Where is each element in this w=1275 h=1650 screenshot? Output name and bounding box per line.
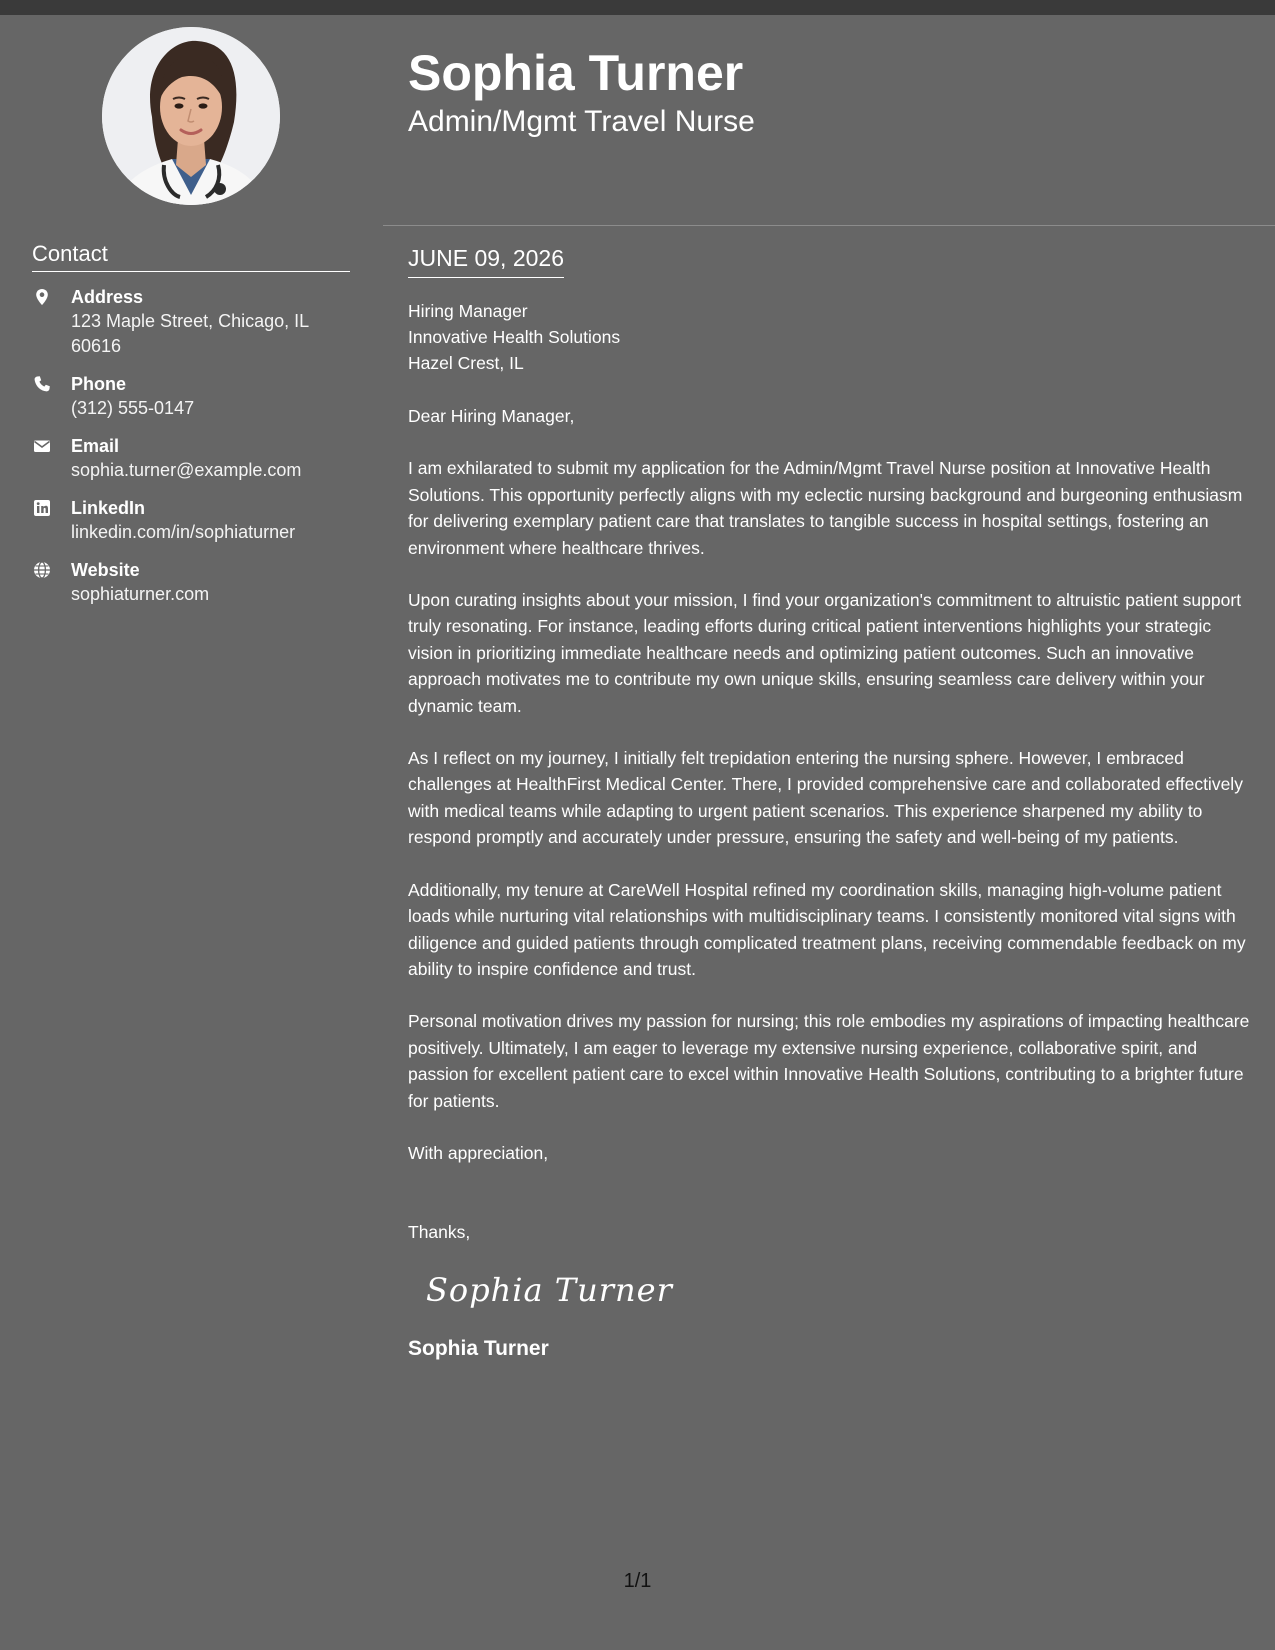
contact-item-website — [32, 558, 352, 607]
avatar — [102, 27, 280, 205]
contact-label: Website — [71, 560, 140, 580]
body-paragraph: I am exhilarated to submit my application for the Admin/Mgmt Travel Nurse position at Innovative Health Solutions. This opportunity perfectly aligns with my eclectic nursing background and burgeoning enthusiasm for delivering exemplary patient care that translates to tangible success in hospital settings, fostering an environment where healthcare thrives. — [408, 458, 1243, 558]
recipient-line: Innovative Health Solutions — [408, 327, 621, 347]
sidebar — [0, 15, 383, 1650]
envelope-icon — [33, 437, 51, 455]
applicant-name: Sophia Turner — [408, 45, 744, 101]
recipient-block — [408, 298, 1253, 376]
contact-label: Email — [71, 436, 120, 456]
contact-list — [32, 285, 352, 620]
address-value: 123 Maple Street, Chicago, IL 60616 — [71, 311, 309, 356]
letter-body — [408, 242, 1253, 1364]
body-paragraph: Additionally, my tenure at CareWell Hospital refined my coordination skills, managing high-volume patient loads while nurturing vital relationships with multidisciplinary teams. I consistently monitored vital signs with diligence and guided patients through complicated treatment plans, receiving commendable feedback on my ability to inspire confidence and trust. — [408, 879, 1246, 979]
phone-icon — [33, 375, 51, 393]
body-paragraph: As I reflect on my journey, I initially felt trepidation entering the nursing sphere. However, I embraced challenges at HealthFirst Medical Center. There, I provided comprehensive care and collaborated effectively with medical teams while adapting to urgent patient scenarios. This experience sharpened my ability to respond promptly and accurately under pressure, ensuring the safety and well-being of my patients. — [408, 748, 1243, 848]
thanks-line: Thanks, — [408, 1222, 471, 1243]
recipient-line: Hiring Manager — [408, 301, 528, 321]
header-divider — [383, 225, 1275, 226]
avatar-portrait-icon — [102, 27, 280, 205]
contact-label: Phone — [71, 374, 127, 394]
website-link[interactable]: sophiaturner.com — [71, 584, 210, 604]
map-pin-icon — [33, 288, 51, 306]
contact-item-linkedin — [32, 496, 352, 545]
phone-value: (312) 555-0147 — [71, 398, 195, 418]
contact-item-address — [32, 285, 352, 359]
contact-label: Address — [71, 287, 144, 307]
email-link[interactable]: sophia.turner@example.com — [71, 460, 302, 480]
salutation: Dear Hiring Manager, — [408, 406, 575, 426]
body-paragraph: Personal motivation drives my passion for nursing; this role embodies my aspirations of impacting healthcare positively. Ultimately, I am eager to leverage my extensive nursing experience, collaborative spirit, and passion for excellent patient care to excel within Innovative Health Solutions, contributing to a brighter future for patients. — [408, 1011, 1250, 1111]
linkedin-icon — [33, 499, 51, 517]
contact-heading: Contact — [32, 241, 350, 272]
job-title: Admin/Mgmt Travel Nurse — [408, 105, 755, 138]
globe-icon — [33, 561, 51, 579]
contact-item-phone — [32, 372, 352, 421]
body-paragraph: Upon curating insights about your mission, I find your organization's commitment to altruistic patient support truly resonating. For instance, leading efforts during critical patient interventions highlights your strategic vision in prioritizing immediate healthcare needs and optimizing patient outcomes. Such an innovative approach motivates me to contribute my own unique skills, ensuring seamless care delivery within your dynamic team. — [408, 590, 1242, 716]
letter-date: JUNE 09, 2026 — [408, 242, 564, 278]
page-number: 1/1 — [623, 1570, 652, 1592]
recipient-line: Hazel Crest, IL — [408, 353, 524, 373]
signer-name: Sophia Turner — [408, 1336, 549, 1360]
top-bar — [0, 0, 1275, 15]
contact-label: LinkedIn — [71, 498, 146, 518]
closing-line: With appreciation, — [408, 1142, 549, 1163]
handwritten-signature: Sophia Turner — [426, 1270, 673, 1309]
linkedin-link[interactable]: linkedin.com/in/sophiaturner — [71, 522, 296, 542]
contact-item-email — [32, 434, 352, 483]
